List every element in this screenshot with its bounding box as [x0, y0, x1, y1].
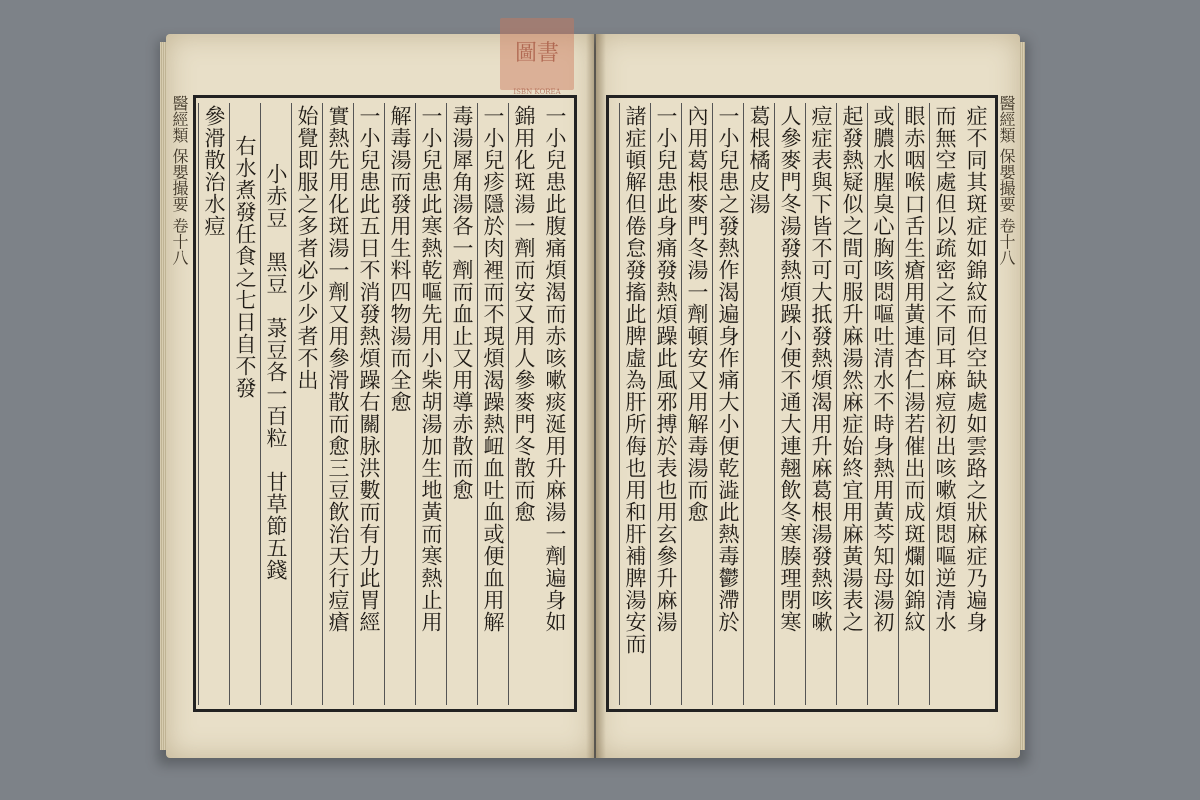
text-column: 右水煮發任食之七日自不發 [229, 103, 260, 705]
text-column: 小赤豆 黑豆 菉豆各一百粒 甘草節五錢 [260, 103, 291, 705]
text-column: 錦用化斑湯一劑而安又用人參麥門冬散而愈 [508, 103, 539, 705]
text-column: 或膿水腥臭心胸咳悶嘔吐清水不時身熱用黃芩知母湯初 [867, 103, 898, 705]
text-column: 一小兒患之發熱作渴遍身作痛大小便乾澁此熱毒鬱滯於 [712, 103, 743, 705]
text-column: 參滑散治水痘 [198, 103, 229, 705]
seal-caption: ISBN KOREA [513, 88, 561, 96]
text-column: 葛根橘皮湯 [743, 103, 774, 705]
text-column: 眼赤咽喉口舌生瘡用黃連杏仁湯若催出而成斑爛如錦紋 [898, 103, 929, 705]
seal-text: 圖書 [514, 41, 559, 66]
text-column: 一小兒患此寒熱乾嘔先用小柴胡湯加生地黃而寒熱止用 [415, 103, 446, 705]
text-column: 實熱先用化斑湯一劑又用參滑散而愈三豆飲治天行痘瘡 [322, 103, 353, 705]
library-seal [500, 18, 574, 90]
text-column: 一小兒患此腹痛煩渴而赤咳嗽痰涎用升麻湯一劑遍身如 [543, 105, 567, 633]
right-text-frame [606, 95, 998, 712]
text-column: 痘症表與下皆不可大抵發熱煩渴用升麻葛根湯發熱咳嗽 [805, 103, 836, 705]
text-column: 人參麥門冬湯發熱煩躁小便不通大連翹飲冬寒腠理閉寒 [774, 103, 805, 705]
text-column: 起發熱疑似之間可服升麻湯然麻症始終宜用麻黃湯表之 [836, 103, 867, 705]
left-text-frame [193, 95, 577, 712]
book-gutter [586, 34, 606, 758]
text-column: 內用葛根麥門冬湯一劑頓安又用解毒湯而愈 [681, 103, 712, 705]
text-column: 一小兒患此身痛發熱煩躁此風邪搏於表也用玄參升麻湯 [650, 103, 681, 705]
text-column: 解毒湯而發用生料四物湯而全愈 [384, 103, 415, 705]
text-column: 一小兒患此五日不消發熱煩躁右關脉洪數而有力此胃經 [353, 103, 384, 705]
text-column: 諸症頓解但倦怠發搐此脾虛為肝所侮也用和肝補脾湯安而 [619, 103, 650, 705]
text-column: 症不同其斑症如錦紋而但空缺處如雲路之狀麻症乃遍身 [964, 105, 988, 633]
text-column: 一小兒疹隱於肉裡而不現煩渴躁熱衄血吐血或便血用解 [477, 103, 508, 705]
right-margin-label: 醫經類 保嬰撮要 卷十八 [997, 95, 1016, 266]
text-column: 始覺即服之多者必少少者不出 [291, 103, 322, 705]
text-column: 而無空處但以疏密之不同耳麻痘初出咳嗽煩悶嘔逆清水 [929, 103, 960, 705]
text-column: 毒湯犀角湯各一劑而血止又用導赤散而愈 [446, 103, 477, 705]
left-margin-label: 醫經類 保嬰撮要 卷十八 [170, 95, 189, 266]
